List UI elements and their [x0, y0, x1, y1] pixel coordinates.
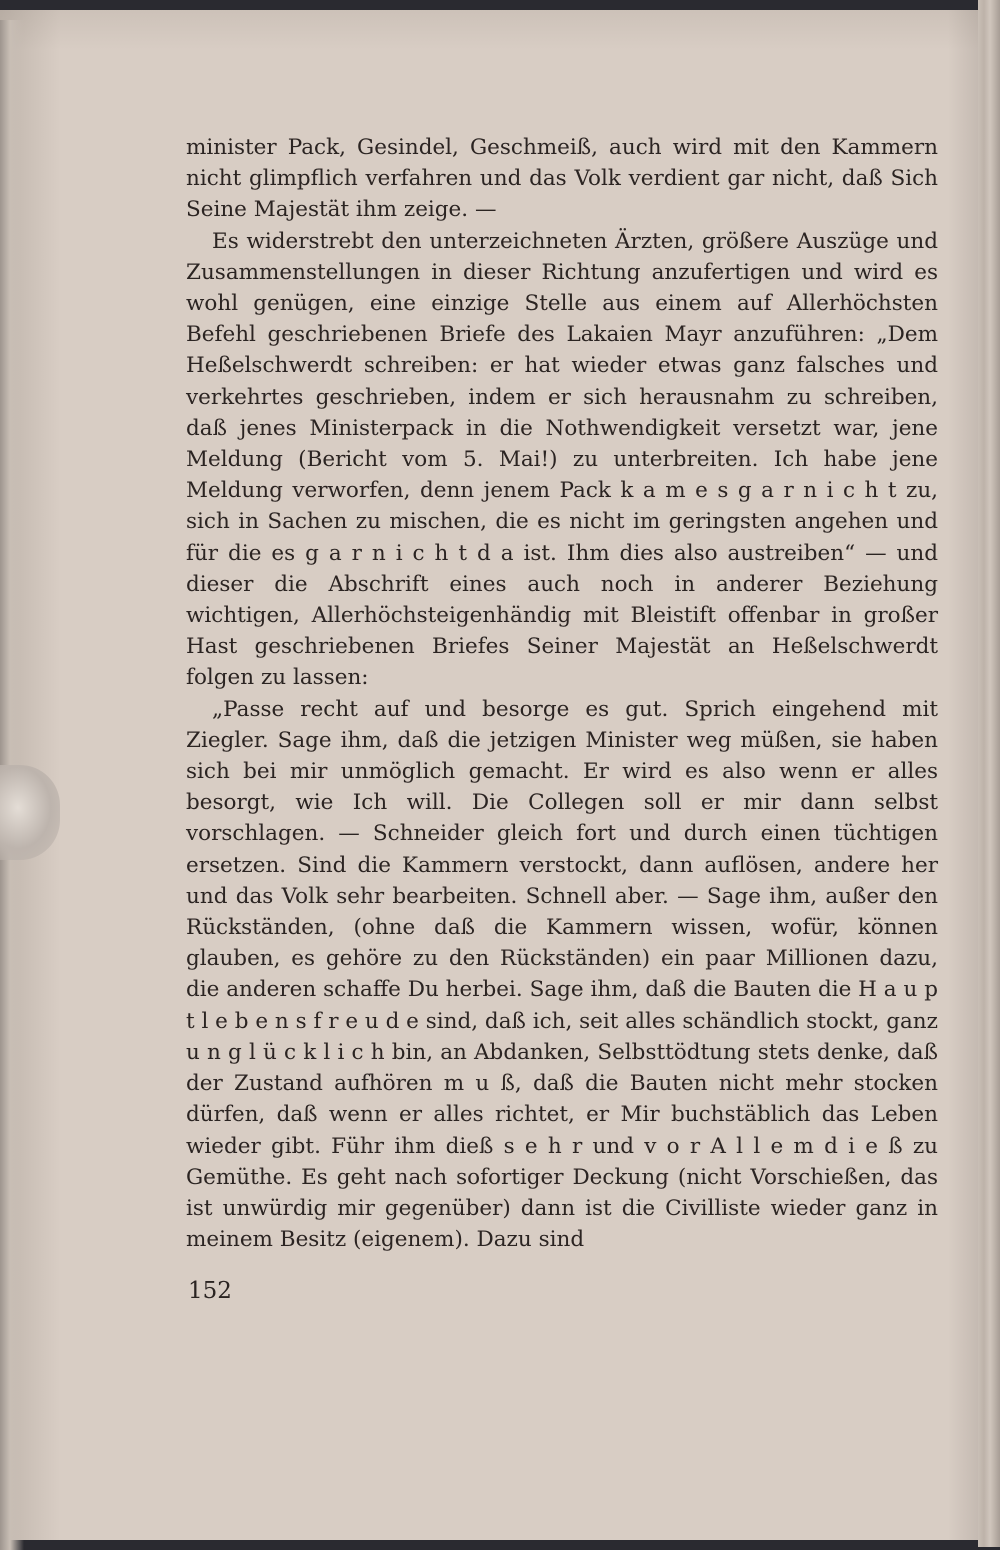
paragraph: minister Pack, Gesindel, Geschmeiß, auch wird mit den Kammern nicht glimpflich verfahren und das Volk verdient gar nicht, daß Sich Seine Majestät ihm zeige. —	[186, 135, 938, 223]
paragraph: „Passe recht auf und besorge es gut. Sprich eingehend mit Ziegler. Sage ihm, daß die jetzigen Minister weg müßen, sie haben sich bei mir unmöglich gemacht. Er wird es also wenn er alles besorgt, wie Ich will. Die Collegen soll er mir dann selbst vorschlagen. — Schneider gleich fort und durch einen tüchtigen ersetzen. Sind die Kammern verstockt, dann auflösen, andere her und das Volk sehr bearbeiten. Schnell aber. — Sage ihm, außer den Rückständen, (ohne daß die Kammern wissen, wofür, können glauben, es gehöre zu den Rückständen) ein paar Millionen dazu, die anderen schaffe Du herbei. Sage ihm, daß die Bauten die H a u p t l e b e n s f r e u d e sind, daß ich, seit alles schändlich stockt, ganz u n g l ü c k l i c h bin, an Abdanken, Selbsttödtung stets denke, daß der Zustand aufhören m u ß, daß die Bauten nicht mehr stocken dürfen, daß wenn er alles richtet, er Mir buchstäblich das Leben wieder gibt. Führ ihm dieß s e h r und v o r A l l e m d i e ß zu Gemüthe. Es geht nach sofortiger Deckung (nicht Vorschießen, das ist unwürdig mir gegenüber) dann ist die Civilliste wieder ganz in meinem Besitz (eigenem). Dazu sind	[186, 696, 938, 1253]
paragraph: Es widerstrebt den unterzeichneten Ärzten, größere Auszüge und Zusammenstellungen in dieser Richtung anzufertigen und wird es wohl genügen, eine einzige Stelle aus einem auf Allerhöchsten Befehl geschriebenen Briefe des Lakaien Mayr anzuführen: „Dem Heßelschwerdt schreiben: er hat wieder etwas ganz falsches und verkehrtes geschrieben, indem er sich herausnahm zu schreiben, daß jenes Ministerpack in die Nothwendigkeit versetzt war, jene Meldung (Bericht vom 5. Mai!) zu unterbreiten. Ich habe jene Meldung verworfen, denn jenem Pack k a m e s g a r n i c h t zu, sich in Sachen zu mischen, die es nicht im geringsten angehen und für die es g a r n i c h t d a ist. Ihm dies also austreiben“ — und dieser die Abschrift eines auch noch in anderer Beziehung wichtigen, Allerhöchsteigenhändig mit Bleistift offenbar in großer Hast geschriebenen Briefes Seiner Majestät an Heßelschwerdt folgen zu lassen:	[186, 228, 938, 691]
body-text	[186, 132, 938, 1255]
book-page	[0, 10, 978, 1540]
book-page-edges	[978, 0, 1000, 1547]
page-number: 152	[188, 1278, 232, 1304]
